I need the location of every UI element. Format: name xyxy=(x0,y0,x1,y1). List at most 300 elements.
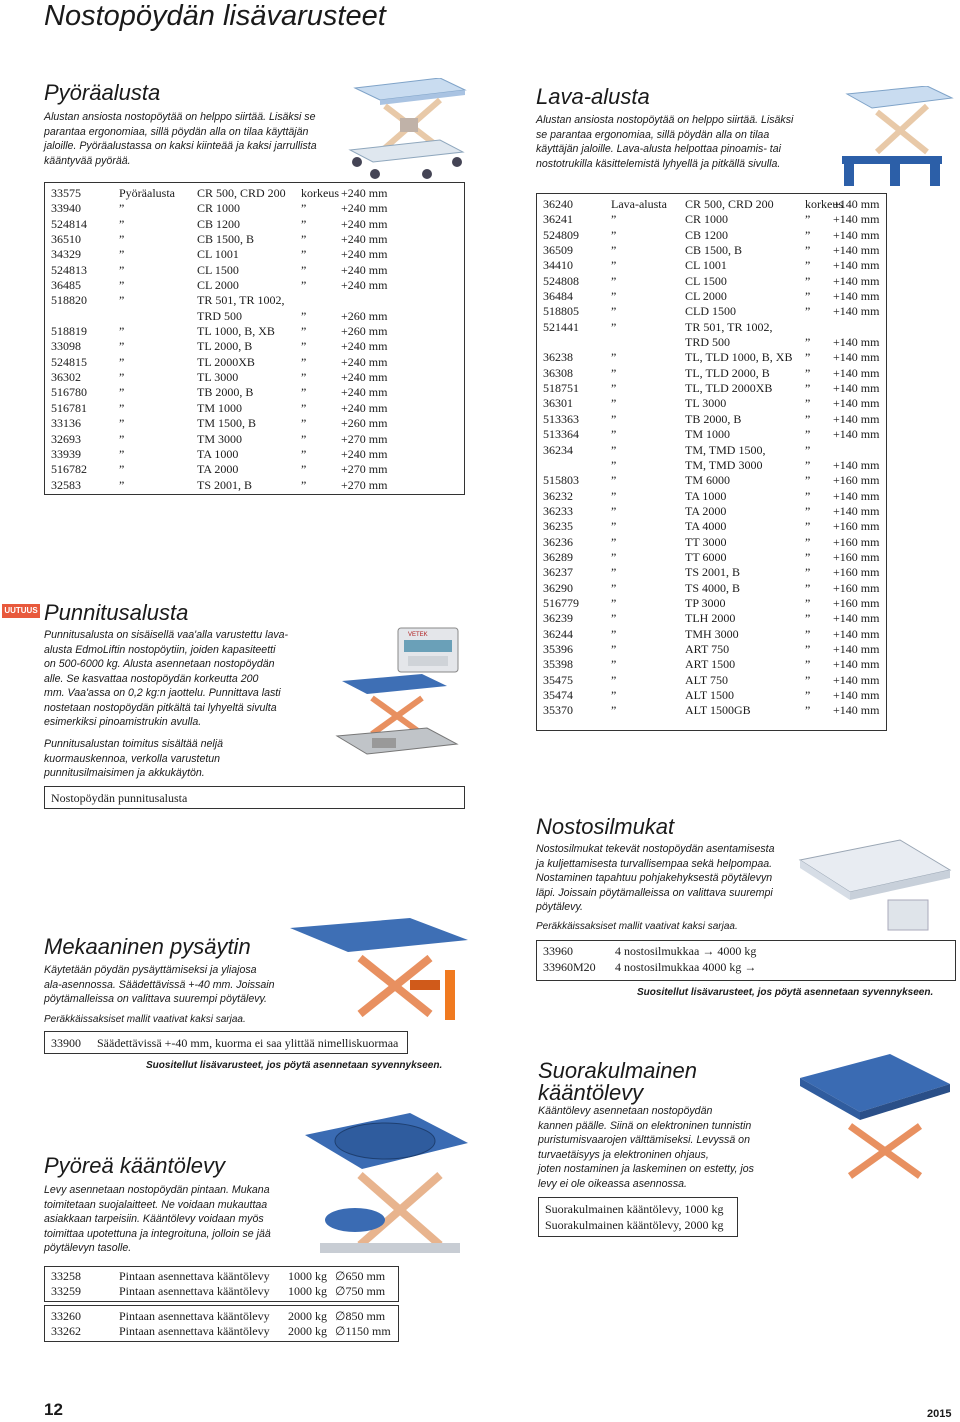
table-row: 33258 Pintaan asennettava kääntölevy 1000 kg ∅650 mm xyxy=(51,1269,386,1283)
table-row xyxy=(51,385,461,400)
suorakulmainen-table xyxy=(538,1197,738,1237)
table-row xyxy=(543,289,883,304)
table-row xyxy=(543,335,883,350)
table-cell: TM 6000 xyxy=(685,473,730,488)
table-cell: ” xyxy=(119,232,125,247)
table-cell: 36244 xyxy=(543,626,573,641)
table-cell: ” xyxy=(119,201,125,216)
table-cell: +140 mm xyxy=(833,243,880,258)
table-cell: ” xyxy=(119,416,125,431)
pyorea-title: Pyöreä kääntölevy xyxy=(44,1153,225,1178)
table-cell: ” xyxy=(119,216,125,231)
table-cell: ” xyxy=(611,365,617,380)
pyoraalusta-table xyxy=(44,182,465,495)
table-cell: TL 3000 xyxy=(197,370,239,385)
table-cell: ” xyxy=(805,335,811,350)
table-cell: 32583 xyxy=(51,477,81,492)
table-row xyxy=(51,293,461,308)
table-cell: CR 1000 xyxy=(685,212,729,227)
table-cell: +140 mm xyxy=(833,657,880,672)
table-row: 33960M20 4 nostosilmukkaa 4000 kg → xyxy=(543,960,757,974)
table-cell: TS 2001, B xyxy=(197,477,253,492)
mekaaninen-title: Mekaaninen pysäytin xyxy=(44,934,251,959)
table-cell: +270 mm xyxy=(341,477,388,492)
lava-desc: Alustan ansiosta nostopöytää on helppo siirtää. Lisäksi se parantaa ergonomiaa, sillä pöydän alla on tilaa käyttäjän jaloille. Lava-alusta helpottaa pinoamis- tai nostotrukilla käsittelemistä lyhyellä ja pitkällä sivulla. xyxy=(536,114,794,170)
table-cell: ” xyxy=(805,565,811,580)
table-cell: ” xyxy=(611,641,617,656)
table-row xyxy=(543,228,883,243)
table-cell: ” xyxy=(611,534,617,549)
table-cell: TA 2000 xyxy=(197,462,239,477)
table-cell: ” xyxy=(611,503,617,518)
table-cell: +160 mm xyxy=(833,565,880,580)
table-cell: ” xyxy=(119,247,125,262)
table-cell: 33939 xyxy=(51,446,81,461)
table-cell: ” xyxy=(805,381,811,396)
page-title: Nostopöydän lisävarusteet xyxy=(44,0,386,32)
table-cell: +240 mm xyxy=(341,278,388,293)
table-cell: +140 mm xyxy=(833,411,880,426)
table-cell: ” xyxy=(119,354,125,369)
table-cell: 36236 xyxy=(543,534,573,549)
table-cell: +160 mm xyxy=(833,549,880,564)
table-cell: +140 mm xyxy=(833,197,880,211)
table-cell: +140 mm xyxy=(833,396,880,411)
table-cell: Pyöräalusta xyxy=(119,186,175,200)
table-row xyxy=(51,478,461,493)
table-row xyxy=(51,263,461,278)
table-cell: ” xyxy=(611,227,617,242)
punnitus-desc-delivery: Punnitusalustan toimitus sisältää neljä kuormauskennoa, verkolla varustetun punnitusilmaisimen ja akkukäytön. xyxy=(44,738,224,779)
table-row xyxy=(51,232,461,247)
table-cell: TB 2000, B xyxy=(685,411,742,426)
table-row xyxy=(51,324,461,339)
table-cell: 36301 xyxy=(543,396,573,411)
table-row xyxy=(543,427,883,442)
table-cell: 518805 xyxy=(543,304,579,319)
table-cell: ” xyxy=(611,549,617,564)
table-cell: ” xyxy=(611,657,617,672)
table-cell: 33575 xyxy=(51,186,81,200)
table-cell: +140 mm xyxy=(833,427,880,442)
table-cell: ART 750 xyxy=(685,641,730,656)
table-cell: ” xyxy=(611,427,617,442)
table-cell: 33098 xyxy=(51,339,81,354)
table-cell: CB 1500, B xyxy=(197,232,255,247)
table-cell: ” xyxy=(611,688,617,702)
table-cell: ” xyxy=(805,350,811,365)
table-cell: 524815 xyxy=(51,354,87,369)
table-cell: CL 2000 xyxy=(685,289,727,304)
table-cell: ” xyxy=(805,442,811,457)
punnitus-title: Punnitusalusta xyxy=(44,600,189,625)
table-cell: TA 1000 xyxy=(197,446,239,461)
table-cell: ” xyxy=(301,339,307,354)
table-cell: +260 mm xyxy=(341,324,388,339)
table-cell: +240 mm xyxy=(341,186,388,200)
table-cell: CR 1000 xyxy=(197,201,241,216)
table-cell: +160 mm xyxy=(833,580,880,595)
table-cell: ” xyxy=(805,580,811,595)
table-cell: ” xyxy=(301,262,307,277)
table-cell: TA 1000 xyxy=(685,488,727,503)
table-cell: 36240 xyxy=(543,197,573,211)
table-cell: TL, TLD 2000XB xyxy=(685,381,773,396)
lifting-eyes-illustration xyxy=(790,830,955,940)
table-cell: +240 mm xyxy=(341,354,388,369)
table-row xyxy=(51,416,461,431)
table-row xyxy=(543,642,883,657)
table-cell: 36308 xyxy=(543,365,573,380)
table-cell: +270 mm xyxy=(341,431,388,446)
table-cell: ” xyxy=(611,611,617,626)
table-cell: +140 mm xyxy=(833,503,880,518)
table-cell: ” xyxy=(611,580,617,595)
table-cell: ALT 1500 xyxy=(685,688,735,702)
table-cell: TT 6000 xyxy=(685,549,727,564)
table-cell: ” xyxy=(301,400,307,415)
table-row xyxy=(543,396,883,411)
table-cell: 516781 xyxy=(51,400,87,415)
table-cell: ” xyxy=(611,243,617,258)
table-cell: +260 mm xyxy=(341,416,388,431)
table-cell: 516780 xyxy=(51,385,87,400)
table-row xyxy=(543,565,883,580)
punnitus-product-box xyxy=(44,786,465,809)
table-row xyxy=(51,339,461,354)
table-cell: ” xyxy=(805,243,811,258)
table-cell: ART 1500 xyxy=(685,657,736,672)
table-cell: ” xyxy=(805,503,811,518)
table-cell: ” xyxy=(805,688,811,702)
table-cell: +240 mm xyxy=(341,247,388,262)
weighing-base-illustration xyxy=(312,626,467,776)
table-cell: +240 mm xyxy=(341,216,388,231)
table-cell: ” xyxy=(805,473,811,488)
table-row xyxy=(543,519,883,534)
table-row xyxy=(51,309,461,324)
table-cell: +140 mm xyxy=(833,289,880,304)
table-cell: TL 2000, B xyxy=(197,339,253,354)
table-cell: ” xyxy=(805,595,811,610)
table-row: 33960 4 nostosilmukkaa → 4000 kg xyxy=(543,944,757,958)
table-cell: ” xyxy=(119,293,125,308)
table-cell: ” xyxy=(301,354,307,369)
table-cell: ” xyxy=(611,212,617,227)
table-cell: ” xyxy=(301,446,307,461)
table-row xyxy=(543,381,883,396)
table-cell: ” xyxy=(805,227,811,242)
table-cell: TM 3000 xyxy=(197,431,242,446)
table-cell: ” xyxy=(611,350,617,365)
table-cell: ” xyxy=(611,289,617,304)
mechanical-stop-illustration xyxy=(290,918,470,1028)
table-cell: TMH 3000 xyxy=(685,626,739,641)
table-cell: +240 mm xyxy=(341,400,388,415)
table-cell: ” xyxy=(805,427,811,442)
table-row: 33900 Säädettävissä +-40 mm, kuorma ei saa ylittää nimelliskuormaa xyxy=(51,1036,399,1050)
table-row xyxy=(51,186,461,201)
table-row xyxy=(543,304,883,319)
table-cell: 524814 xyxy=(51,216,87,231)
table-cell: TS 4000, B xyxy=(685,580,741,595)
table-cell: +140 mm xyxy=(833,350,880,365)
table-row xyxy=(543,197,883,212)
lava-table xyxy=(536,193,887,731)
table-cell: 36237 xyxy=(543,565,573,580)
table-cell: ” xyxy=(119,370,125,385)
table-row xyxy=(543,366,883,381)
table-row xyxy=(543,504,883,519)
table-cell: CB 1500, B xyxy=(685,243,743,258)
table-cell: ” xyxy=(119,431,125,446)
table-cell: 36289 xyxy=(543,549,573,564)
table-cell: ” xyxy=(301,201,307,216)
suorakulmainen-title: Suorakulmainen kääntölevy xyxy=(538,1058,697,1105)
table-cell: ” xyxy=(301,416,307,431)
table-cell: TL 3000 xyxy=(685,396,727,411)
table-cell: 36302 xyxy=(51,370,81,385)
mekaaninen-note: Peräkkäissaksiset mallit vaativat kaksi sarjaa. xyxy=(44,1014,246,1025)
table-cell: ” xyxy=(301,278,307,293)
table-cell: ” xyxy=(611,304,617,319)
table-cell: ” xyxy=(611,473,617,488)
table-row xyxy=(543,320,883,335)
table-row xyxy=(51,432,461,447)
table-cell: +140 mm xyxy=(833,688,880,702)
table-cell: +240 mm xyxy=(341,201,388,216)
table-cell: CB 1200 xyxy=(685,227,729,242)
table-row xyxy=(543,350,883,365)
table-cell: ” xyxy=(805,212,811,227)
table-cell: +240 mm xyxy=(341,232,388,247)
table-cell: 524813 xyxy=(51,262,87,277)
table-cell: ” xyxy=(119,339,125,354)
table-cell: 524808 xyxy=(543,273,579,288)
table-cell: +240 mm xyxy=(341,370,388,385)
table-row xyxy=(543,596,883,611)
table-row xyxy=(543,657,883,672)
table-cell: +240 mm xyxy=(341,385,388,400)
table-cell: TL, TLD 1000, B, XB xyxy=(685,350,793,365)
table-cell: ” xyxy=(805,365,811,380)
table-row xyxy=(543,274,883,289)
table-cell: ” xyxy=(301,431,307,446)
table-cell: korkeus xyxy=(301,186,339,200)
mekaaninen-recommendation: Suositellut lisävarusteet, jos pöytä asennetaan syvennykseen. xyxy=(146,1060,443,1071)
table-cell: 36510 xyxy=(51,232,81,247)
table-row xyxy=(543,627,883,642)
table-cell: TM, TMD 1500, xyxy=(685,442,766,457)
table-cell: 513363 xyxy=(543,411,579,426)
table-cell: +240 mm xyxy=(341,339,388,354)
table-cell: TP 3000 xyxy=(685,595,726,610)
table-cell: ” xyxy=(611,565,617,580)
table-cell: 36238 xyxy=(543,350,573,365)
table-cell: TRD 500 xyxy=(685,335,730,350)
table-cell: ” xyxy=(805,519,811,534)
table-cell: ” xyxy=(805,411,811,426)
table-cell: ALT 750 xyxy=(685,672,729,687)
pyoraalusta-desc: Alustan ansiosta nostopöytää on helppo siirtää. Lisäksi se parantaa ergonomiaa, sillä pöydän alla on tilaa käyttäjän jaloille. Pyöräalustassa on kaksi kiinteää ja kaksi jarrullista kääntyvää pyörää. xyxy=(44,111,317,167)
round-turntable-illustration xyxy=(300,1095,470,1265)
table-cell: 35398 xyxy=(543,657,573,672)
table-cell: 518820 xyxy=(51,293,87,308)
table-cell: ” xyxy=(611,396,617,411)
nostosilmukat-note: Peräkkäissaksiset mallit vaativat kaksi sarjaa. xyxy=(536,921,738,932)
table-row xyxy=(543,535,883,550)
table-cell: TA 2000 xyxy=(685,503,727,518)
table-row xyxy=(51,370,461,385)
table-cell: 34410 xyxy=(543,258,573,273)
table-cell: ” xyxy=(119,400,125,415)
table-row: 33262 Pintaan asennettava kääntölevy 2000 kg ∅1150 mm xyxy=(51,1324,391,1338)
table-row: Suorakulmainen kääntölevy, 2000 kg xyxy=(545,1218,724,1232)
table-cell: 36290 xyxy=(543,580,573,595)
table-cell: ” xyxy=(611,319,617,334)
table-cell: 36232 xyxy=(543,488,573,503)
mekaaninen-table xyxy=(44,1031,408,1054)
table-cell: 36233 xyxy=(543,503,573,518)
table-cell: Lava-alusta xyxy=(611,197,667,211)
table-cell: 36485 xyxy=(51,278,81,293)
table-cell: TM 1000 xyxy=(685,427,730,442)
table-cell: ” xyxy=(301,308,307,323)
table-cell: ” xyxy=(611,595,617,610)
table-row xyxy=(543,412,883,427)
table-cell: CR 500, CRD 200 xyxy=(197,186,286,200)
table-cell: ” xyxy=(805,304,811,319)
table-cell: ” xyxy=(805,626,811,641)
table-cell: ” xyxy=(119,462,125,477)
table-row xyxy=(543,550,883,565)
table-cell: +140 mm xyxy=(833,457,880,472)
nostosilmukat-desc: Nostosilmukat tekevät nostopöydän asentamisesta ja kuljettamisesta turvallisempaa sekä helpompaa. Nostaminen tapahtuu pohjakehyksestä pöytälevyn läpi. Joissain pöytämalleissa on valittava suurempi pöytälevy. xyxy=(536,843,775,913)
table-row xyxy=(543,703,883,718)
table-cell: ” xyxy=(611,488,617,503)
nostosilmukat-table xyxy=(536,940,956,981)
nostosilmukat-recommendation: Suositellut lisävarusteet, jos pöytä asennetaan syvennykseen. xyxy=(637,987,934,998)
table-cell: TR 501, TR 1002, xyxy=(685,319,773,334)
table-row xyxy=(51,355,461,370)
table-row xyxy=(51,401,461,416)
table-cell: ” xyxy=(301,385,307,400)
table-cell: TR 501, TR 1002, xyxy=(197,293,285,308)
table-cell: ” xyxy=(301,462,307,477)
table-cell: ” xyxy=(805,703,811,718)
table-row: 33259 Pintaan asennettava kääntölevy 1000 kg ∅750 mm xyxy=(51,1284,386,1298)
table-cell: korkeus xyxy=(805,197,843,211)
table-cell: 524809 xyxy=(543,227,579,242)
pyorea-table-1000 xyxy=(44,1266,399,1302)
table-cell: +140 mm xyxy=(833,212,880,227)
table-cell: 33940 xyxy=(51,201,81,216)
table-cell: CL 1001 xyxy=(685,258,727,273)
table-row xyxy=(543,489,883,504)
table-row xyxy=(543,673,883,688)
table-cell: 515803 xyxy=(543,473,579,488)
table-cell: ” xyxy=(611,273,617,288)
table-cell: TB 2000, B xyxy=(197,385,254,400)
table-cell: ” xyxy=(611,381,617,396)
table-cell: ” xyxy=(611,672,617,687)
table-row xyxy=(51,278,461,293)
table-cell: ” xyxy=(805,641,811,656)
table-cell: CL 1001 xyxy=(197,247,239,262)
pyoraalusta-title: Pyöräalusta xyxy=(44,80,161,105)
table-cell: +140 mm xyxy=(833,641,880,656)
table-cell: CB 1200 xyxy=(197,216,241,231)
lava-title: Lava-alusta xyxy=(536,84,650,109)
table-cell: +140 mm xyxy=(833,273,880,288)
table-cell: 513364 xyxy=(543,427,579,442)
table-cell: ” xyxy=(119,278,125,293)
table-row xyxy=(543,243,883,258)
table-cell: ” xyxy=(611,519,617,534)
nostosilmukat-title: Nostosilmukat xyxy=(536,814,675,839)
table-cell: TS 2001, B xyxy=(685,565,741,580)
page-year: 2015 xyxy=(927,1408,952,1420)
new-badge: UUTUUS xyxy=(2,604,40,618)
table-cell: 35475 xyxy=(543,672,573,687)
table-row xyxy=(543,581,883,596)
table-row xyxy=(51,462,461,477)
pyorea-desc: Levy asennetaan nostopöydän pintaan. Mukana toimitetaan suojalaitteet. Ne voidaan mukauttaa asiakkaan tarpeisiin. Kääntölevy voidaan myös toimittaa upotettuna ja integroituna, jolloin se jää pöytälevyn tasolle. xyxy=(44,1184,271,1254)
table-cell: 34329 xyxy=(51,247,81,262)
wheeled-base-illustration xyxy=(345,78,470,183)
table-cell: CR 500, CRD 200 xyxy=(685,197,774,211)
table-cell: +140 mm xyxy=(833,626,880,641)
table-cell: ” xyxy=(805,657,811,672)
table-cell: +240 mm xyxy=(341,446,388,461)
table-row xyxy=(51,217,461,232)
table-cell: TL, TLD 2000, B xyxy=(685,365,770,380)
table-cell: TRD 500 xyxy=(197,308,242,323)
table-cell: 518819 xyxy=(51,324,87,339)
table-cell: +270 mm xyxy=(341,462,388,477)
table-cell: ” xyxy=(805,457,811,472)
table-cell: 35396 xyxy=(543,641,573,656)
mekaaninen-desc: Käytetään pöydän pysäyttämiseksi ja yliajosa ala-asennossa. Säädettävissä +-40 mm. Joissain pöytämalleissa on valittava suurempi pöytälevy. xyxy=(44,964,275,1005)
table-row xyxy=(543,688,883,703)
table-cell: 36234 xyxy=(543,442,573,457)
table-cell: ” xyxy=(805,488,811,503)
table-cell: ” xyxy=(611,457,617,472)
table-cell: +140 mm xyxy=(833,304,880,319)
table-cell: ” xyxy=(805,549,811,564)
table-cell: +140 mm xyxy=(833,672,880,687)
table-row xyxy=(543,458,883,473)
table-cell: 518751 xyxy=(543,381,579,396)
table-cell: 36241 xyxy=(543,212,573,227)
table-cell: 521441 xyxy=(543,319,579,334)
table-cell: +140 mm xyxy=(833,611,880,626)
table-row xyxy=(51,447,461,462)
table-row xyxy=(543,443,883,458)
table-row: 33260 Pintaan asennettava kääntölevy 2000 kg ∅850 mm xyxy=(51,1309,386,1323)
table-cell: TT 3000 xyxy=(685,534,727,549)
table-cell: CL 1500 xyxy=(685,273,727,288)
table-cell: +260 mm xyxy=(341,308,388,323)
table-cell: +140 mm xyxy=(833,335,880,350)
table-cell: +160 mm xyxy=(833,519,880,534)
table-cell: 516779 xyxy=(543,595,579,610)
punnitus-product-label: Nostopöydän punnitusalusta xyxy=(51,791,188,805)
table-cell: +160 mm xyxy=(833,534,880,549)
table-cell: ” xyxy=(805,611,811,626)
table-cell: ” xyxy=(301,247,307,262)
table-cell: +140 mm xyxy=(833,703,880,718)
